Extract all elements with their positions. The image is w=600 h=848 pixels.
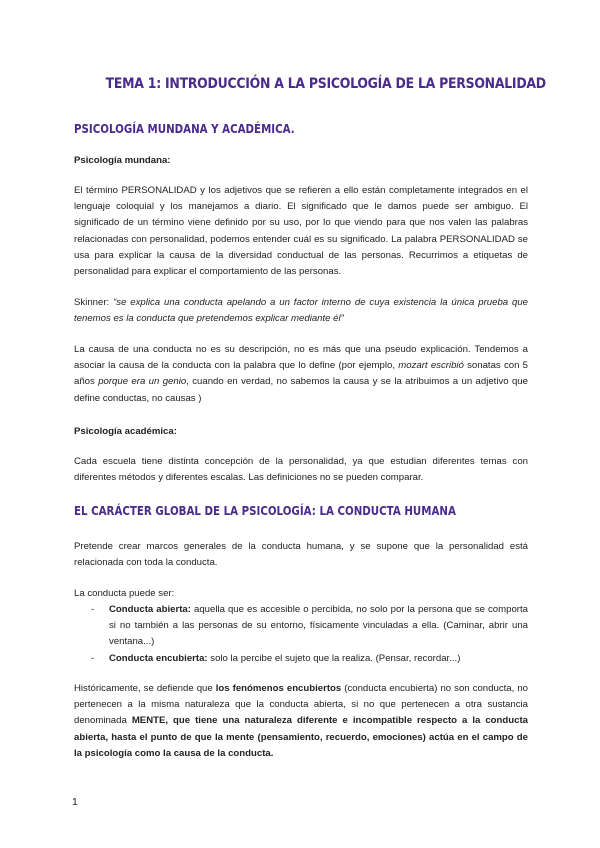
paragraph-personalidad-termino: El término PERSONALIDAD y los adjetivos que se refieren a ello están completamente integrados en el lenguaje coloquial y los manejamos a diario. El significado que le damos puede ser ambiguo. El significado de un término viene definido por su uso, por lo que viendo para que nos valen las palabras relacionadas con personalidad, podemos entender cuál es su significado. La palabra PERSONALIDAD se usa para explicar la causa de la diversidad conductual de las personas. Recurrimos a etiquetas de personalidad para explicar el comportamiento de las personas. [74,185,528,278]
page-number: 1 [72,796,78,808]
quote-lead: Skinner: [74,297,114,308]
skinner-quote [74,295,528,327]
paragraph-escuelas: Cada escuela tiene distinta concepción de la personalidad, ya que estudian diferentes temas con diferentes métodos y diferentes escalas. Las definiciones no se pueden comparar. [74,456,528,484]
text-run: La causa de una conducta no es su descripción, no es más que una pseudo explicación. Tendemos a asociar la causa de la conducta con la palabra que lo define (por ejemplo, [74,344,528,372]
quote-text: “se explica una conducta apelando a un factor interno de cuya existencia la única prueba que tenemos es la conducta que pretendemos explicar mediante él” [74,297,528,325]
list-item [74,651,528,667]
conducta-types-list [74,602,528,667]
paragraph-marcos-generales: Pretende crear marcos generales de la conducta humana, y se supone que la personalidad está relacionada con toda la conducta. [74,541,528,569]
text-run-italic: mozart escribió [398,360,464,372]
text-run-bold: los fenómenos encubiertos [215,683,342,694]
list-item [74,602,528,651]
section-heading-conducta-humana: EL CARÁCTER GLOBAL DE LA PSICOLOGÍA: LA CONDUCTA HUMANA [74,503,456,518]
list-item-term: Conducta encubierta: [109,652,208,664]
list-intro: La conducta puede ser: [74,588,175,599]
text-run: , cuando en verdad, no sabemos la causa y se la atribuimos a un adjetivo que define conductas, no causas ) [74,376,528,404]
list-item-term: Conducta abierta: [109,604,191,615]
text-run: sonatas con 5 años [74,360,529,388]
paragraph-pseudo-explicacion [74,342,528,407]
paragraph-mente [74,681,528,762]
section-heading-mundana-academica: PSICOLOGÍA MUNDANA Y ACADÉMICA. [74,121,295,136]
text-run-italic: porque era un genio [98,376,187,388]
text-run-bold: MENTE, que tiene una naturaleza diferente e incompatible respecto a la conducta abierta, hasta el punto de que la mente (pensamiento, recuerdo, emociones) actúa en el campo de la psicología como la causa de la conducta. [74,715,528,759]
list-item-text: aquella que es accesible o percibida, no solo por la persona que se comporta si no también a las personas de su entorno, físicamente vinculadas a ella. (Caminar, abrir una ventana...) [109,604,528,648]
list-item-text: solo la percibe el sujeto que la realiza. (Pensar, recordar...) [207,652,461,664]
list-dash: - [91,604,95,615]
list-dash: - [91,652,95,664]
text-run: Históricamente, se defiende que [74,683,216,694]
subheading-psicologia-mundana: Psicología mundana: [74,155,171,166]
document-title: TEMA 1: INTRODUCCIÓN A LA PSICOLOGÍA DE LA PERSONALIDAD [105,76,546,92]
text-run: (conducta encubierta) no son conducta, no pertenecen a la misma naturaleza que la conducta abierta, si no que pertenecen a otra sustancia denominada [74,683,528,727]
subheading-psicologia-academica: Psicología académica: [74,426,177,437]
